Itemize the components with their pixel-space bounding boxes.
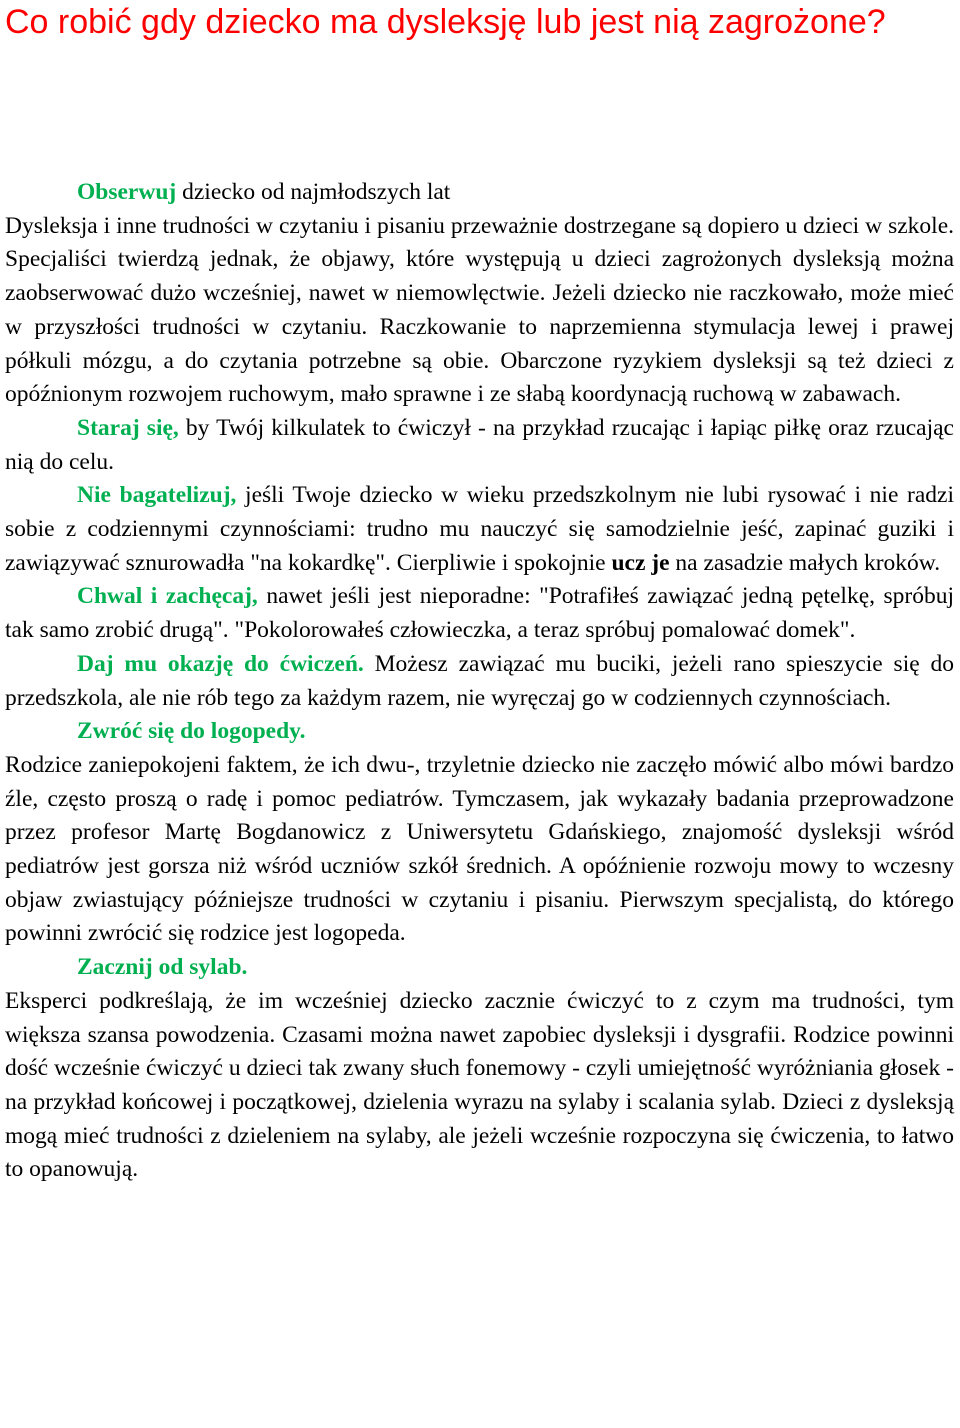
speech-therapist-heading: Zwróć się do logopedy.	[77, 718, 306, 745]
section-praise	[5, 580, 954, 647]
dont-underestimate-heading: Nie bagatelizuj,	[77, 482, 237, 509]
practice-text: Możesz zawiązać mu buciki, jeżeli rano spieszycie się do przedszkola, ale nie rób tego za każdym razem, nie wyręczaj go w codziennych czynnościach.	[5, 650, 955, 711]
article-body	[5, 176, 954, 1187]
praise-text: nawet jeśli jest nieporadne: "Potrafiłeś zawiązać jedną pętelkę, spróbuj tak samo zrobić drugą". "Pokolorowałeś człowieczka, a teraz spróbuj pomalować domek".	[5, 583, 954, 644]
section-syllables-text: Eksperci podkreślają, że im wcześniej dziecko zacznie ćwiczyć to z czym ma trudności, tym większa szansa powodzenia. Czasami można nawet zapobiec dysleksji i dysgrafii. Rodzice powinni dość wcześnie ćwiczyć u dzieci tak zwany słuch fonemowy - czyli umiejętność wyróżniania głosek - na przykład końcowej i początkowej, dzielenia wyrazu na sylaby i scalania sylab. Dzieci z dysleksją mogą mieć trudności z dzieleniem na sylaby, ale jeżeli wcześnie rozpoczyna się ćwiczenia, to łatwo to opanowują.	[5, 987, 954, 1183]
page-title: Co robić gdy dziecko ma dysleksję lub jest nią zagrożone?	[5, 3, 886, 41]
try-heading: Staraj się,	[77, 414, 179, 441]
section-observe-heading	[5, 176, 954, 210]
section-practice	[5, 648, 954, 715]
dont-underestimate-text-after: na zasadzie małych kroków.	[669, 549, 941, 576]
section-dont-underestimate	[5, 479, 954, 580]
try-text: by Twój kilkulatek to ćwiczył - na przykład rzucając i łapiąc piłkę oraz rzucając nią do celu.	[5, 414, 954, 475]
syllables-heading: Zacznij od sylab.	[77, 954, 248, 981]
section-speech-therapist-text: Rodzice zaniepokojeni faktem, że ich dwu-, trzyletnie dziecko nie zaczęło mówić albo mówi bardzo źle, często proszą o radę i pomoc pediatrów. Tymczasem, jak wykazały badania przeprowadzone przez profesor Martę Bogdanowicz z Uniwersytetu Gdańskiego, znajomość dysleksji wśród pediatrów jest gorsza niż wśród uczniów szkół średnich. A opóźnienie rozwoju mowy to wczesny objaw zwiastujący późniejsze trudności w czytaniu i pisaniu. Pierwszym specjalistą, do którego powinni zwrócić się rodzice jest logopeda.	[5, 751, 954, 947]
section-try	[5, 412, 954, 479]
section-observe-text: Dysleksja i inne trudności w czytaniu i pisaniu przeważnie dostrzegane są dopiero u dzieci w szkole. Specjaliści twierdzą jednak, że objawy, które występują u dzieci zagrożonych dysleksją można zaobserwować dużo wcześniej, nawet w niemowlęctwie. Jeżeli dziecko nie raczkowało, może mieć w przyszłości trudności w czytaniu. Raczkowanie to naprzemienna stymulacja lewej i prawej półkuli mózgu, a do czytania potrzebne są obie. Obarczone ryzykiem dysleksji są też dzieci z opóźnionym rozwojem ruchowym, mało sprawne i ze słabą koordynacją ruchową w zabawach.	[5, 212, 954, 408]
praise-heading: Chwal i zachęcaj,	[77, 583, 258, 610]
observe-heading-rest: dziecko od najmłodszych lat	[176, 179, 451, 205]
practice-heading: Daj mu okazję do ćwiczeń.	[77, 650, 364, 677]
dont-underestimate-emphasis: ucz je	[611, 549, 670, 576]
dont-underestimate-text-before: jeśli Twoje dziecko w wieku przedszkolnym nie lubi rysować i nie radzi sobie z codziennymi czynnościami: trudno mu nauczyć się samodzielnie jeść, zapinać guziki i zawiązywać sznurowadła "na kokardkę". Cierpliwie i spokojnie	[5, 482, 954, 576]
observe-heading: Obserwuj	[77, 179, 177, 205]
section-syllables-heading	[5, 951, 954, 985]
section-speech-therapist-heading	[5, 715, 954, 749]
